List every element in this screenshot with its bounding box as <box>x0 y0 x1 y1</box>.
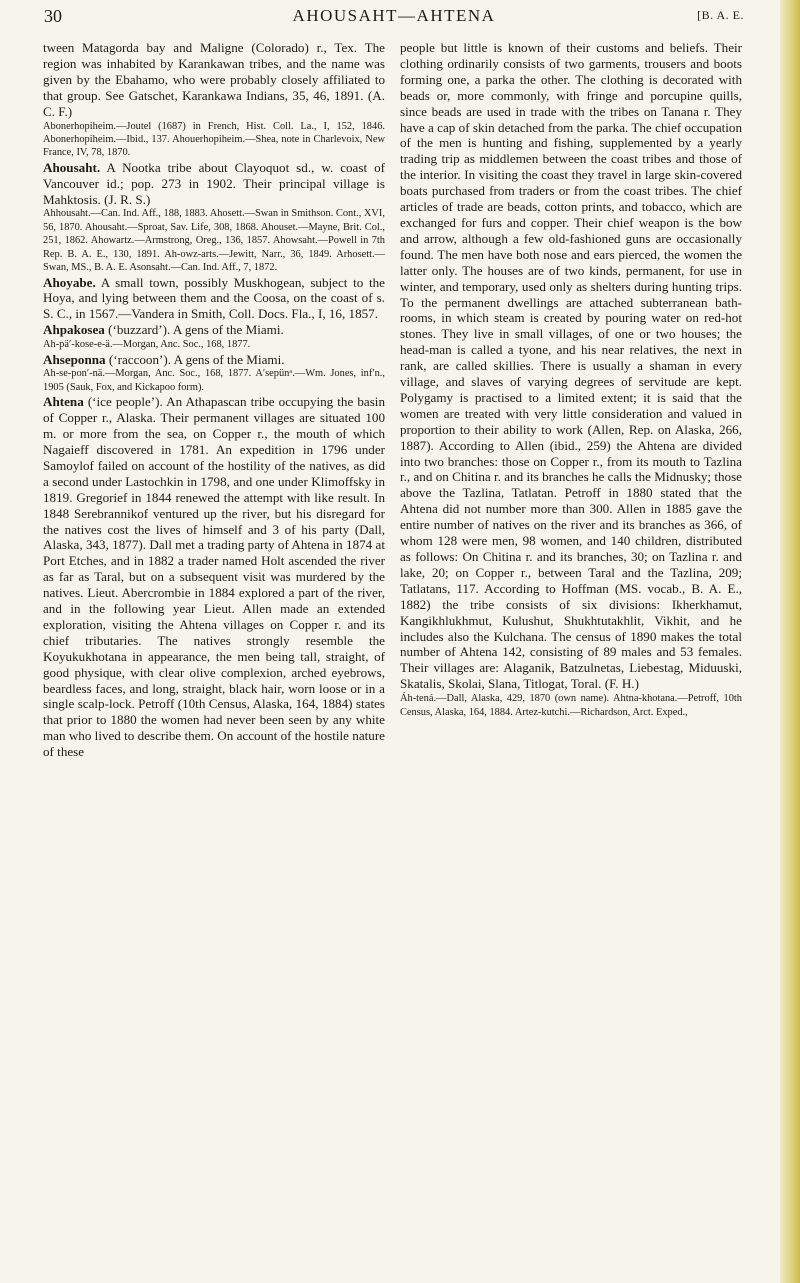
entry-paragraph <box>43 160 385 208</box>
bureau-tag: [B. A. E. <box>697 8 744 22</box>
entry-headword: Ahpakosea <box>43 322 105 338</box>
entry-text: A Nootka tribe about Clayoquot sd., w. coast of Vancouver id.; pop. 273 in 1902. Their principal village is Mahktosis. (J. R. S.) <box>43 159 385 207</box>
entry-headword: Ahoyabe. <box>43 274 96 290</box>
entry-text: (‘ice people’). An Athapascan tribe occupying the basin of Copper r., Alaska. Their permanent villages are situated 100 m. or more from the sea, on Copper r., the mouth of which Nagaieff discovered in 1781. An expedition in 1796 under Samoylof failed on account of the hostility of the natives, as did a second under Lastochkin in 1798, and one under Klimoffsky in 1819. Gregorief in 1844 renewed the attempt with like result. In 1848 Serebrannikof ventured up the river, but his disregard for the natives cost the lives of himself and 3 of his party (Dall, Alaska, 343, 1877). Dall met a trading party of Ahtena in 1874 at Port Etches, and in 1882 a trader named Holt ascended the river as far as Taral, but on a subsequent visit was murdered by the natives. Lieut. Abercrombie in 1884 explored a part of the river, and in the following year Lieut. Allen made an extended exploration, visiting the Ahtena villages on Copper r. and its chief tributaries. The natives strongly resemble the Koyukukhotana in appearance, the men being tall, straight, of good physique, with clear olive complexion, arched eyebrows, beardless faces, and long, straight, black hair, worn loose or in a single scalp-lock. Petroff (10th Census, Alaska, 164, 1884) states that prior to 1880 the women had never been seen by any white man who lived to describe them. On account of the hostile nature of these <box>43 394 385 760</box>
continued-text: tween Matagorda bay and Maligne (Colorado) r., Tex. The region was inhabited by Karankawan tribes, and the name was given by the Ebahamo, who were probably closely affiliated to that group. See Gatschet, Karankawa Indians, 35, 46, 1891. (A. C. F.) <box>43 40 385 119</box>
synonymy-references: Ah-se-pon′-nä.—Morgan, Anc. Soc., 168, 1877. A′sepünᵃ.—Wm. Jones, inf′n., 1905 (Sauk, Fox, and Kickapoo form). <box>43 368 385 393</box>
entry-text: A small town, possibly Muskhogean, subject to the Hoya, and lying between them and the Coosa, on the coast of s. S. C., in 1567.—Vandera in Smith, Coll. Docs. Fla., I, 16, 1857. <box>43 274 385 322</box>
continued-text: people but little is known of their customs and beliefs. Their clothing ordinarily consists of two garments, trousers and boots forming one, a parka the other. The clothing is decorated with beads or, more commonly, with fringe and porcupine quills, since beads are used in trade with the tribes on Tanana r. They have a cap of skin detached from the parka. The chief occupation of the men is hunting and fishing, supplemented by a yearly trading trip as middlemen between the coast tribes and those of the interior. In visiting the coast they travel in large skin-covered boats purchased from traders or from the coast tribes. The chief articles of trade are beads, cotton prints, and tobacco, which are exchanged for furs and copper. Their chief weapon is the bow and arrow, although a few old-fashioned guns are occasionally found. The men have both nose and ears pierced, the women the latter only. The houses are of two kinds, permanent, for use in winter, and temporary, used only as shelters during hunting trips. To the permanent dwellings are attached subterranean bath-rooms, in which steam is created by pouring water on red-hot stones. They live in small villages, of one or two houses; the head-man is called a tyone, and his near relatives, the next in rank, are called skillies. There is usually a shaman in every village, and slaves of varying degrees of servitude are kept. Polygamy is practised to a limited extent; it is said that the women are treated with very little consideration and valued in proportion to their ability to work (Allen, Rep. on Alaska, 266, 1887). According to Allen (ibid., 259) the Ahtena are divided into two branches: those on Copper r., from its mouth to Tazlina r., and on Chitina r. and its branches he calls the Midnusky; those above the Tazlina, Tatlatan. Petroff in 1880 stated that the Ahtena did not number more than 300. Allen in 1885 gave the entire number of natives on the river and its branches as 366, of whom 128 were men, 98 women, and 140 children, distributed as follows: On Chitina r. and its branches, 30; on Tazlina r. and lake, 20; on Copper r., between Taral and the Tazlina, 209; Tatlatans, 117. According to Hoffman (MS. vocab., B. A. E., 1882) the tribe consists of six divisions: Ikherkhamut, Kangikhlukhmut, Kulushut, Shukhtutakhlit, Vikhit, and he includes also the Kulchana. The census of 1890 makes the total number of Ahtena 142, consisting of 89 males and 53 females. Their villages are: Alaganik, Batzulnetas, Liebestag, Miduuski, Skatalis, Skolai, Slana, Titlogat, Toral. (F. H.) <box>400 40 742 692</box>
running-header <box>44 6 744 36</box>
synonymy-references: Abonerhopiheim.—Joutel (1687) in French, Hist. Coll. La., I, 152, 1846. Abonerhopiheim.—Ibid., 137. Ahouerhopiheim.—Shea, note in Charlevoix, New France, IV, 78, 1870. <box>43 120 385 159</box>
synonymy-references: Ah-pä′-kose-e-ä.—Morgan, Anc. Soc., 168, 1877. <box>43 339 251 351</box>
page-number: 30 <box>44 6 62 26</box>
page-edge <box>780 0 800 1283</box>
synonymy-references: Áh-tená.—Dall, Alaska, 429, 1870 (own name). Ahtna-khotana.—Petroff, 10th Census, Alaska, 164, 1884. Artez-kutchi.—Richardson, Arct. Exped., <box>400 693 742 718</box>
left-column <box>43 40 385 1278</box>
entry-text: (‘raccoon’). A gens of the Miami. <box>105 351 285 367</box>
entry-headword: Ahousaht. <box>43 159 101 175</box>
entry-headword: Ahseponna <box>43 351 106 367</box>
synonymy-references: Ahhousaht.—Can. Ind. Aff., 188, 1883. Ahosett.—Swan in Smithson. Cont., XVI, 56, 1870. Ahousaht.—Sproat, Sav. Life, 308, 1868. Ahouset.—Mayne, Brit. Col., 251, 1862. Ahowartz.—Armstrong, Oreg., 136, 1857. Ahowsaht.—Powell in 7th Rep. B. A. E., 130, 1891. Ah-owz-arts.—Jewitt, Narr., 36, 1849. Arhosett.—Swan, MS., B. A. E. Asonsaht.—Can. Ind. Aff., 7, 1872. <box>43 208 385 274</box>
page-title: AHOUSAHT—AHTENA <box>292 6 496 25</box>
entry-paragraph <box>43 275 385 323</box>
entry-headword: Ahtena <box>43 394 84 410</box>
entry-paragraph <box>43 394 385 760</box>
entry-paragraph <box>43 322 385 338</box>
right-column <box>400 40 742 1278</box>
entry-paragraph <box>43 352 385 368</box>
entry-text: (‘buzzard’). A gens of the Miami. <box>104 322 284 338</box>
